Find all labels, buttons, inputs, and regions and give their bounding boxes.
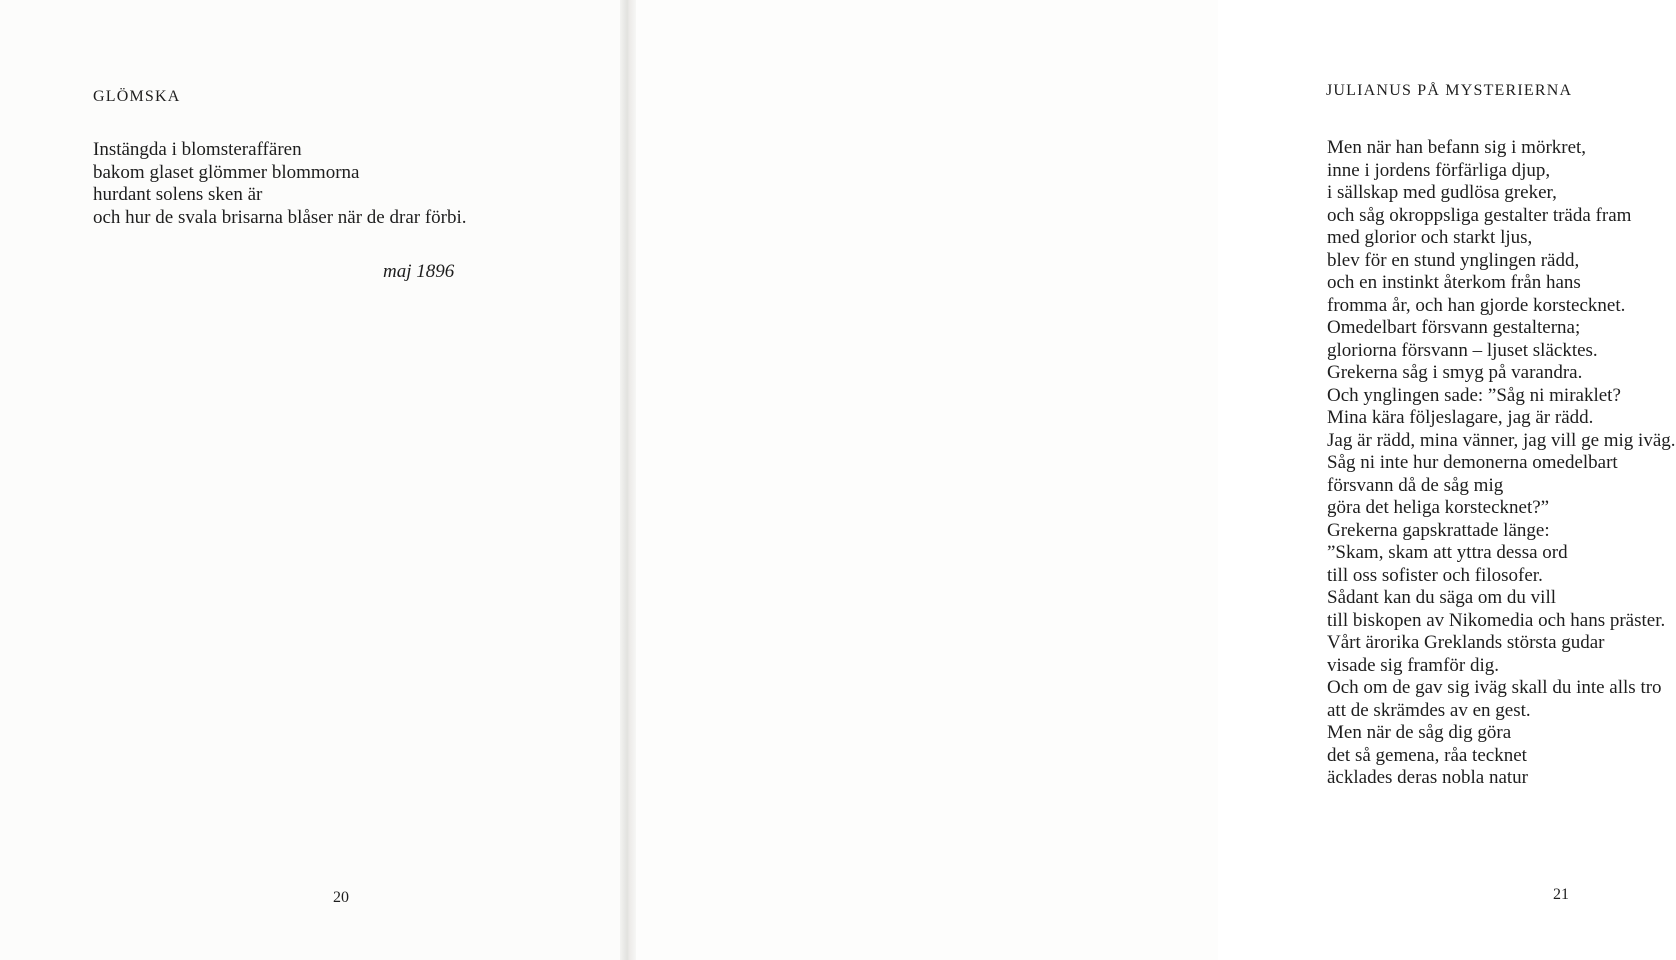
poem-line: Och om de gav sig iväg skall du inte alls tro bbox=[1327, 677, 1662, 698]
poem-line: bakom glaset glömmer blommorna bbox=[93, 161, 360, 183]
poem-line: Och ynglingen sade: ”Såg ni miraklet? bbox=[1327, 384, 1621, 406]
poem-line: Grekerna gapskrattade länge: bbox=[1327, 519, 1550, 541]
poem-line: fromma år, och han gjorde korstecknet. bbox=[1327, 294, 1626, 316]
poem-line: det så gemena, råa tecknet bbox=[1327, 744, 1527, 766]
poem-line: Vårt ärorika Greklands största gudar bbox=[1327, 632, 1605, 653]
poem-line: hurdant solens sken är bbox=[93, 184, 263, 205]
page-number: 21 bbox=[1553, 886, 1569, 903]
poem-title: GLÖMSKA bbox=[93, 88, 181, 105]
poem-line: med glorior och starkt ljus, bbox=[1327, 227, 1533, 248]
poem-line: Såg ni inte hur demonerna omedelbart bbox=[1327, 452, 1618, 473]
poem-title: JULIANUS PÅ MYSTERIERNA bbox=[1326, 82, 1573, 99]
poem-line: ”Skam, skam att yttra dessa ord bbox=[1327, 542, 1568, 563]
poem-line: Omedelbart försvann gestalterna; bbox=[1327, 317, 1581, 338]
poem-line: och en instinkt återkom från hans bbox=[1327, 272, 1581, 293]
poem-body bbox=[1327, 137, 1676, 790]
poem-line: till oss sofister och filosofer. bbox=[1327, 564, 1543, 586]
poem-line: Grekerna såg i smyg på varandra. bbox=[1327, 362, 1583, 383]
page-number: 20 bbox=[333, 889, 349, 906]
left-page bbox=[0, 0, 620, 960]
poem-line: försvann då de såg mig bbox=[1327, 474, 1504, 496]
poem-line: Mina kära följeslagare, jag är rädd. bbox=[1327, 407, 1594, 428]
poem-line: och hur de svala brisarna blåser när de drar förbi. bbox=[93, 206, 467, 228]
poem-line: gloriorna försvann – ljuset släcktes. bbox=[1327, 339, 1598, 361]
poem-line: visade sig framför dig. bbox=[1327, 654, 1500, 676]
poem-line: att de skrämdes av en gest. bbox=[1327, 699, 1531, 721]
poem-line: Men när han befann sig i mörkret, bbox=[1327, 137, 1587, 158]
poem-line: äcklades deras nobla natur bbox=[1327, 767, 1528, 788]
poem-body bbox=[93, 139, 467, 229]
poem-line: och såg okroppsliga gestalter träda fram bbox=[1327, 204, 1632, 226]
poem-date: maj 1896 bbox=[383, 261, 455, 282]
poem-line: Men när de såg dig göra bbox=[1327, 722, 1512, 743]
poem-line: till biskopen av Nikomedia och hans präster. bbox=[1327, 609, 1666, 631]
poem-line: Instängda i blomsteraffären bbox=[93, 139, 302, 160]
right-page bbox=[636, 0, 1676, 960]
poem-line: inne i jordens förfärliga djup, bbox=[1327, 159, 1551, 181]
poem-line: göra det heliga korstecknet?” bbox=[1327, 497, 1550, 518]
poem-line: Sådant kan du säga om du vill bbox=[1327, 587, 1557, 608]
poem-line: Jag är rädd, mina vänner, jag vill ge mig iväg. bbox=[1327, 429, 1676, 451]
book-gutter bbox=[620, 0, 636, 960]
poem-line: i sällskap med gudlösa greker, bbox=[1327, 182, 1557, 203]
poem-line: blev för en stund ynglingen rädd, bbox=[1327, 249, 1580, 271]
